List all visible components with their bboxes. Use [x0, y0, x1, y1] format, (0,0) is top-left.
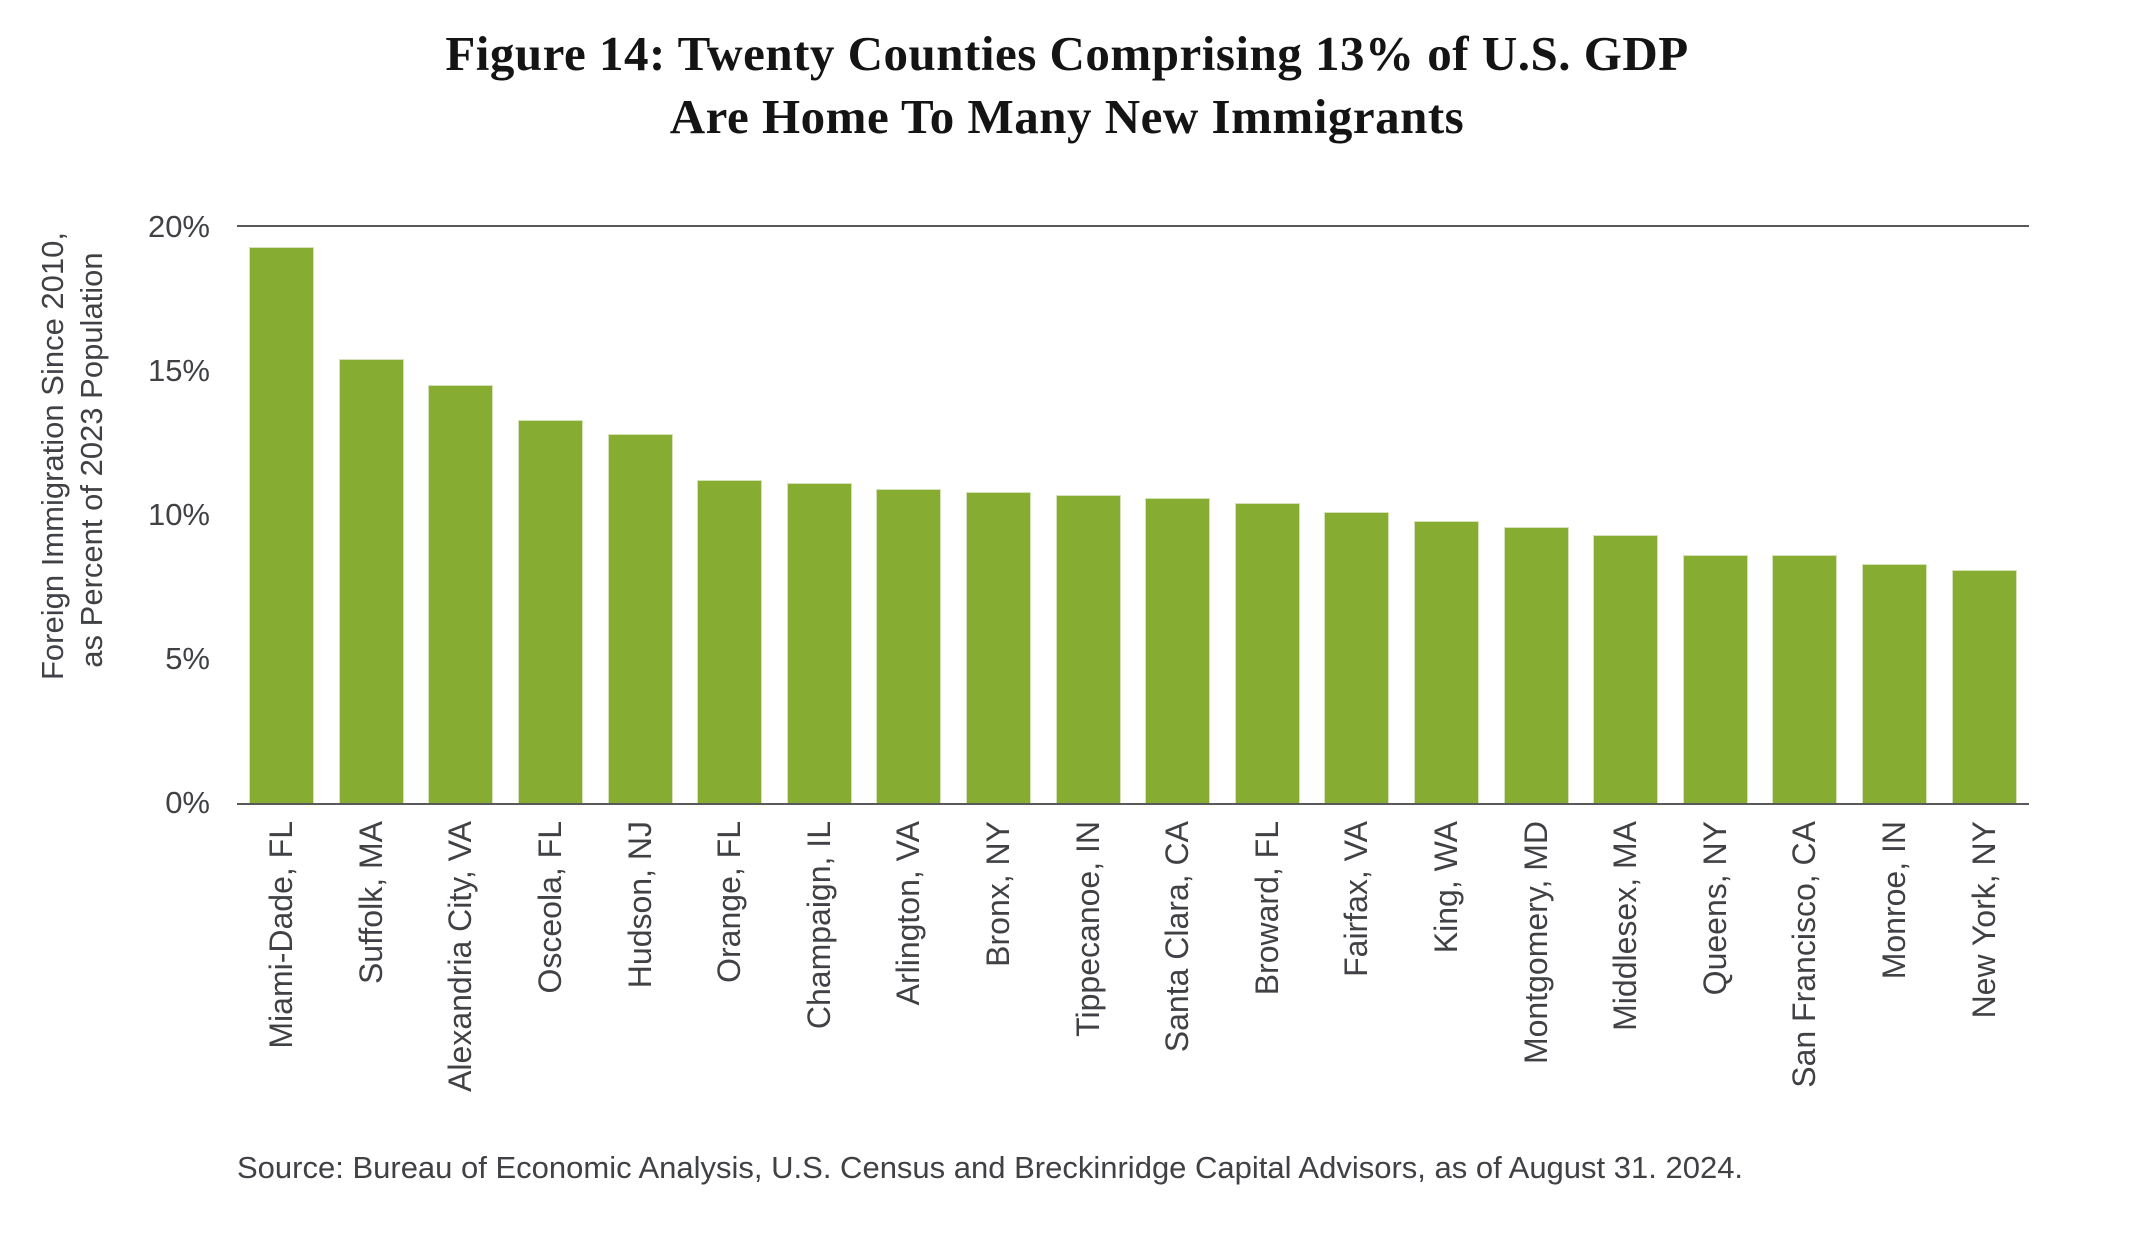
bar-cell: [1760, 227, 1850, 803]
bar-suffolk-ma: [339, 359, 404, 803]
chart-title-line-1: Figure 14: Twenty Counties Comprising 13% of U.S. GDP: [445, 26, 1689, 81]
x-axis-label: Bronx, NY: [980, 821, 1017, 967]
x-label-cell: [1043, 821, 1133, 1131]
bar-orange-fl: [697, 480, 762, 803]
bar-queens-ny: [1683, 555, 1748, 803]
bar-cell: [1939, 227, 2029, 803]
bar-tippecanoe-in: [1056, 495, 1121, 803]
bar-montgomery-md: [1504, 527, 1569, 803]
bar-arlington-va: [876, 489, 941, 803]
bar-cell: [1850, 227, 1940, 803]
x-label-cell: [1223, 821, 1313, 1131]
x-axis-label: Montgomery, MD: [1517, 821, 1554, 1065]
x-axis-labels: [237, 821, 2029, 1131]
bar-cell: [685, 227, 775, 803]
x-axis-label: Miami-Dade, FL: [263, 821, 300, 1049]
x-axis-label: Champaign, IL: [800, 821, 837, 1030]
bar-cell: [595, 227, 685, 803]
bar-alexandria-city-va: [428, 385, 493, 803]
x-label-cell: [1671, 821, 1761, 1131]
chart-title-line-2: Are Home To Many New Immigrants: [669, 89, 1465, 144]
x-axis-label: New York, NY: [1965, 821, 2002, 1019]
bar-cell: [237, 227, 327, 803]
y-tick-label: 0%: [165, 785, 210, 820]
y-axis-label: [33, 231, 111, 680]
x-axis-label: Fairfax, VA: [1338, 821, 1375, 977]
bar-fairfax-va: [1324, 512, 1389, 803]
x-label-cell: [1402, 821, 1492, 1131]
bar-cell: [1312, 227, 1402, 803]
x-axis-label: Arlington, VA: [890, 821, 927, 1006]
bar-santa-clara-ca: [1145, 498, 1210, 803]
x-label-cell: [1491, 821, 1581, 1131]
bar-middlesex-ma: [1593, 535, 1658, 803]
bar-san-francisco-ca: [1772, 555, 1837, 803]
x-axis-label: Monroe, IN: [1875, 821, 1912, 980]
bar-cell: [1133, 227, 1223, 803]
x-label-cell: [1581, 821, 1671, 1131]
x-axis-label: San Francisco, CA: [1786, 821, 1823, 1088]
x-axis-label: Queens, NY: [1696, 821, 1733, 996]
y-tick-label: 15%: [147, 353, 210, 388]
x-label-cell: [595, 821, 685, 1131]
x-label-cell: [954, 821, 1044, 1131]
bar-cell: [1402, 227, 1492, 803]
y-tick-label: 20%: [147, 209, 210, 244]
bar-osceola-fl: [518, 420, 583, 803]
x-label-cell: [685, 821, 775, 1131]
bar-cell: [327, 227, 417, 803]
bar-new-york-ny: [1952, 570, 2017, 803]
bar-bronx-ny: [966, 492, 1031, 803]
bar-cell: [1043, 227, 1133, 803]
plot-area: [237, 225, 2029, 805]
x-label-cell: [1312, 821, 1402, 1131]
x-label-cell: [1939, 821, 2029, 1131]
bar-champaign-il: [787, 483, 852, 803]
bar-cell: [1223, 227, 1313, 803]
bar-cell: [1491, 227, 1581, 803]
x-label-cell: [237, 821, 327, 1131]
bar-cell: [864, 227, 954, 803]
x-label-cell: [775, 821, 865, 1131]
x-label-cell: [1133, 821, 1223, 1131]
x-axis-label: Suffolk, MA: [352, 821, 389, 985]
y-axis-label-line-2: as Percent of 2023 Population: [74, 252, 109, 668]
bar-cell: [954, 227, 1044, 803]
x-axis-label: Hudson, NJ: [621, 821, 658, 989]
bar-miami-dade-fl: [249, 247, 314, 803]
bar-cell: [1581, 227, 1671, 803]
x-axis-label: Tippecanoe, IN: [1069, 821, 1106, 1037]
bar-king-wa: [1414, 521, 1479, 803]
bar-cell: [416, 227, 506, 803]
x-label-cell: [1760, 821, 1850, 1131]
chart-title: [0, 22, 2134, 148]
x-label-cell: [864, 821, 954, 1131]
x-axis-label: King, WA: [1428, 821, 1465, 954]
bar-hudson-nj: [608, 434, 673, 803]
bar-monroe-in: [1862, 564, 1927, 803]
x-axis-label: Broward, FL: [1248, 821, 1285, 996]
x-label-cell: [416, 821, 506, 1131]
bar-broward-fl: [1235, 503, 1300, 803]
source-note: Source: Bureau of Economic Analysis, U.S. Census and Breckinridge Capital Advisors, as of August 31. 2024.: [237, 1150, 1744, 1185]
y-tick-label: 10%: [147, 497, 210, 532]
x-axis-label: Osceola, FL: [532, 821, 569, 994]
x-axis-label: Orange, FL: [711, 821, 748, 983]
y-tick-label: 5%: [165, 641, 210, 676]
x-axis-label: Santa Clara, CA: [1159, 821, 1196, 1053]
x-label-cell: [327, 821, 417, 1131]
x-axis-label: Alexandria City, VA: [442, 821, 479, 1092]
y-axis-label-line-1: Foreign Immigration Since 2010,: [35, 231, 70, 680]
bar-cell: [506, 227, 596, 803]
x-label-cell: [506, 821, 596, 1131]
x-label-cell: [1850, 821, 1940, 1131]
bar-cell: [775, 227, 865, 803]
bar-cell: [1671, 227, 1761, 803]
x-axis-label: Middlesex, MA: [1607, 821, 1644, 1031]
